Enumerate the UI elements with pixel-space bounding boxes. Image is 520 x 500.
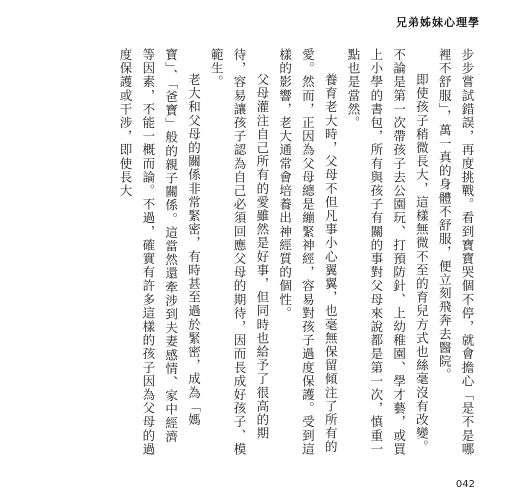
paragraph: 養育老大時，父母不但凡事小心翼翼，也毫無保留傾注了所有的愛。然而，正因為父母總是繃緊神經，容易對孩子過度保護。受到這樣的影響，老大通常會培養出神經質的個性。	[277, 48, 339, 456]
paragraph: 老大和父母的關係非常緊密，有時甚至過於緊密，成為「媽寶」、「爸寶」般的親子關係。這當然還牽涉到夫妻感情、家中經濟等因素，不能一概而論。不過，確實有許多這樣的孩子因為父母的過度保護或干涉，即使長大	[118, 48, 202, 456]
running-header-book-title: 兄弟姊妹心理學	[396, 16, 480, 29]
page-number: 042	[455, 479, 475, 490]
paragraph: 即使孩子稍微長大，這樣無微不至的育兒方式也絲毫沒有改變。不論是第一次帶孩子去公園玩、打預防針、上幼稚園、學才藝，或買上小學的書包，所有與孩子有關的事對父母來說都是第一次，慎重一點也是當然。	[346, 48, 430, 456]
paragraph: 父母灌注自己所有的愛雖然是好事，但同時也給予了很高的期待，容易讓孩子認為自己必須回應父母的期待，因而長成好孩子、模範生。	[209, 48, 270, 456]
paragraph-continued: 步步嘗試錯誤，再度挑戰。看到寶寶哭個不停，就會擔心「是不是哪裡不舒服」，萬一真的身體不舒服，便立刻飛奔去醫院。	[437, 48, 475, 456]
body-text	[38, 48, 478, 456]
